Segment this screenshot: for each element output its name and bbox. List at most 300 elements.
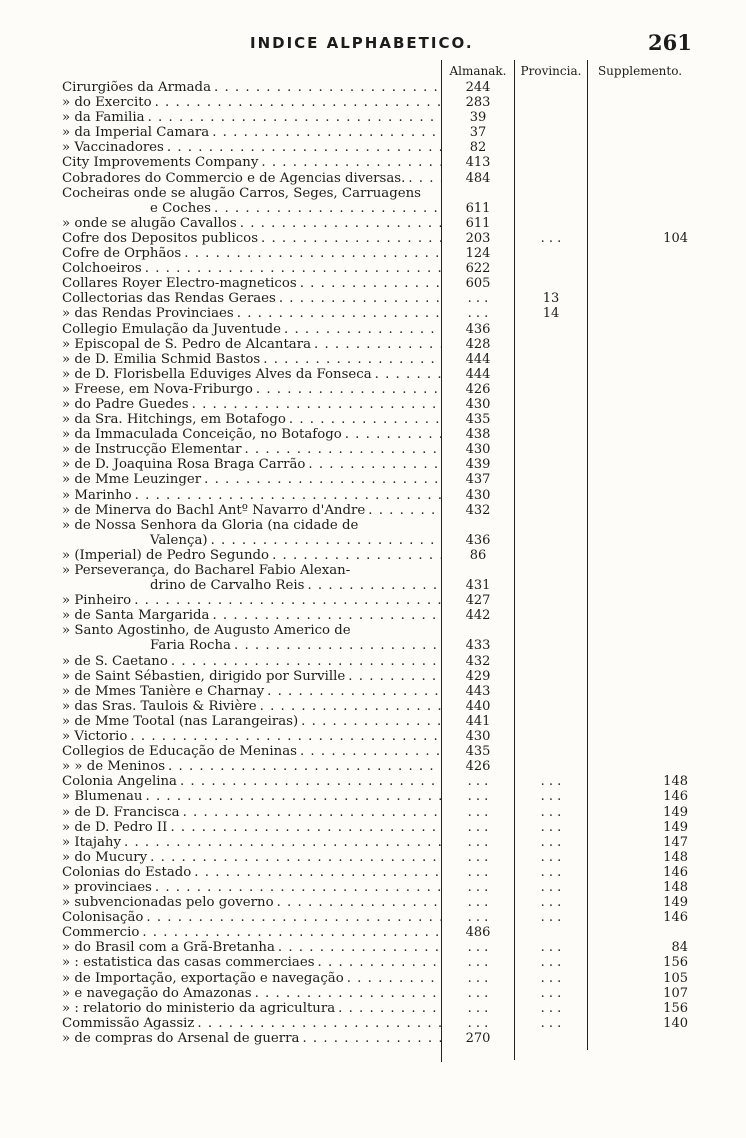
entry-text: » Marinho bbox=[62, 487, 132, 503]
index-row bbox=[0, 654, 746, 669]
index-entry-label bbox=[62, 306, 442, 321]
index-row bbox=[0, 125, 746, 140]
almanak-page: 244 bbox=[465, 80, 491, 95]
index-entry-label bbox=[62, 623, 442, 638]
entry-text: » da Sra. Hitchings, em Botafogo bbox=[62, 412, 286, 428]
provincia-page: . . . bbox=[540, 230, 562, 246]
almanak-page: 283 bbox=[465, 95, 491, 111]
supplemento-page: 148 bbox=[663, 849, 688, 865]
provincia-page: . . . bbox=[540, 910, 562, 926]
supplemento-page bbox=[592, 925, 688, 940]
supplemento-page bbox=[592, 246, 688, 261]
provincia-page: . . . bbox=[540, 789, 562, 805]
index-row bbox=[0, 548, 746, 563]
supplemento-page: 149 bbox=[663, 895, 688, 911]
supplemento-page bbox=[592, 322, 688, 337]
supplemento-page: 104 bbox=[663, 230, 688, 246]
index-row bbox=[0, 201, 746, 216]
page-header bbox=[0, 30, 746, 56]
provincia-page: 13 bbox=[542, 291, 560, 307]
index-row bbox=[0, 412, 746, 427]
index-row bbox=[0, 805, 746, 820]
index-entry-label bbox=[62, 759, 442, 774]
supplemento-page bbox=[592, 95, 688, 110]
index-row bbox=[0, 231, 746, 246]
almanak-page: . . . bbox=[467, 940, 489, 956]
index-row bbox=[0, 593, 746, 608]
index-entry-label bbox=[62, 291, 442, 306]
almanak-page: 622 bbox=[465, 261, 491, 277]
supplemento-page bbox=[592, 367, 688, 382]
index-entry-label bbox=[62, 835, 442, 850]
entry-text: » de Nossa Senhora da Gloria (na cidade de bbox=[62, 517, 359, 533]
almanak-page: 413 bbox=[465, 155, 491, 171]
entry-text: Colchoeiros bbox=[62, 261, 142, 277]
index-entry-label bbox=[62, 593, 442, 608]
supplemento-page bbox=[592, 654, 688, 669]
supplemento-page bbox=[592, 352, 688, 367]
index-row bbox=[0, 457, 746, 472]
supplemento-page bbox=[592, 216, 688, 231]
almanak-page: . . . bbox=[467, 819, 489, 835]
index-entry-label bbox=[62, 1001, 442, 1016]
supplemento-page: 149 bbox=[663, 804, 688, 820]
supplemento-page bbox=[592, 1031, 688, 1046]
index-row bbox=[0, 774, 746, 789]
supplemento-page bbox=[592, 80, 688, 95]
index-row bbox=[0, 986, 746, 1001]
almanak-page: . . . bbox=[467, 306, 489, 322]
supplemento-page bbox=[592, 714, 688, 729]
entry-text: » onde se alugão Cavallos bbox=[62, 215, 237, 231]
entry-text: » de Importação, exportação e navegação bbox=[62, 970, 344, 986]
index-row bbox=[0, 488, 746, 503]
index-row bbox=[0, 322, 746, 337]
index-entry-label bbox=[62, 457, 442, 472]
entry-text: » de D. Pedro II bbox=[62, 819, 168, 835]
almanak-page: 436 bbox=[465, 532, 491, 548]
entry-text: » de Mme Tootal (nas Larangeiras) bbox=[62, 713, 299, 729]
supplemento-page: 149 bbox=[663, 819, 688, 835]
provincia-page: . . . bbox=[540, 879, 562, 895]
almanak-page: 444 bbox=[465, 366, 491, 382]
supplemento-page bbox=[592, 578, 688, 593]
page-title: INDICE ALPHABETICO. bbox=[250, 34, 474, 52]
entry-text: Cocheiras onde se alugão Carros, Seges, Carruagens bbox=[62, 185, 421, 201]
supplemento-page: 148 bbox=[663, 879, 688, 895]
supplemento-page bbox=[592, 638, 688, 653]
index-entry-label bbox=[62, 608, 442, 623]
index-row bbox=[0, 1016, 746, 1031]
almanak-page: . . . bbox=[467, 1000, 489, 1016]
entry-text: Cofre de Orphãos bbox=[62, 246, 182, 262]
index-entry-label bbox=[62, 729, 442, 744]
index-row bbox=[0, 563, 746, 578]
supplemento-page: 107 bbox=[663, 985, 688, 1001]
almanak-page: 432 bbox=[465, 502, 491, 518]
almanak-page: . . . bbox=[467, 849, 489, 865]
almanak-page: 428 bbox=[465, 336, 491, 352]
index-row bbox=[0, 472, 746, 487]
entry-text: » da Imperial Camara bbox=[62, 125, 210, 141]
entry-text: Collares Royer Electro-magneticos bbox=[62, 276, 297, 292]
index-entry-label bbox=[62, 110, 442, 125]
index-entry-label bbox=[62, 216, 442, 231]
index-entry-label bbox=[150, 578, 442, 593]
index-entry-label bbox=[62, 1016, 442, 1031]
entry-text: Faria Rocha bbox=[150, 638, 231, 654]
almanak-page: 443 bbox=[465, 683, 491, 699]
index-row bbox=[0, 246, 746, 261]
entry-text: Collegios de Educação de Meninas bbox=[62, 744, 297, 760]
almanak-page: 439 bbox=[465, 457, 491, 473]
index-row bbox=[0, 623, 746, 638]
supplemento-page bbox=[592, 729, 688, 744]
entry-text: » do Brasil com a Grã-Bretanha bbox=[62, 940, 275, 956]
index-entry-label bbox=[62, 427, 442, 442]
index-entry-label bbox=[62, 563, 442, 578]
index-entry-label bbox=[150, 638, 442, 653]
almanak-page: 433 bbox=[465, 638, 491, 654]
index-entry-label bbox=[62, 337, 442, 352]
index-entry-label bbox=[62, 140, 442, 155]
index-entry-label bbox=[62, 186, 442, 201]
index-entry-label bbox=[62, 684, 442, 699]
supplemento-page bbox=[592, 759, 688, 774]
provincia-page: . . . bbox=[540, 985, 562, 1001]
entry-text: e Coches bbox=[150, 200, 211, 216]
index-row bbox=[0, 684, 746, 699]
index-row bbox=[0, 578, 746, 593]
almanak-page: . . . bbox=[467, 910, 489, 926]
supplemento-page bbox=[592, 669, 688, 684]
supplemento-page bbox=[592, 518, 688, 533]
supplemento-page: 147 bbox=[663, 834, 688, 850]
index-row bbox=[0, 759, 746, 774]
almanak-page: . . . bbox=[467, 789, 489, 805]
supplemento-page bbox=[592, 593, 688, 608]
entry-text: Commissão Agassiz bbox=[62, 1015, 195, 1031]
entry-text: » de S. Caetano bbox=[62, 653, 168, 669]
index-entry-label bbox=[62, 80, 442, 95]
entry-text: » de Minerva do Bachl Antº Navarro d'Andre bbox=[62, 502, 366, 518]
supplemento-page: 105 bbox=[663, 970, 688, 986]
supplemento-page bbox=[592, 306, 688, 321]
almanak-page: 426 bbox=[465, 381, 491, 397]
entry-text: » Blumenau bbox=[62, 789, 143, 805]
entry-text: » da Familia bbox=[62, 110, 145, 126]
supplemento-page: 146 bbox=[663, 789, 688, 805]
index-entry-label bbox=[62, 322, 442, 337]
index-entry-label bbox=[62, 910, 442, 925]
entry-text: » de Instrucção Elementar bbox=[62, 442, 242, 458]
supplemento-page bbox=[592, 337, 688, 352]
index-row bbox=[0, 638, 746, 653]
entry-text: Commercio bbox=[62, 925, 140, 941]
supplemento-page bbox=[592, 382, 688, 397]
almanak-page: 427 bbox=[465, 593, 491, 609]
index-row bbox=[0, 291, 746, 306]
almanak-page: 435 bbox=[465, 744, 491, 760]
entry-text: » subvencionadas pelo governo bbox=[62, 895, 274, 911]
index-entry-label bbox=[62, 488, 442, 503]
index-entry-label bbox=[62, 744, 442, 759]
entry-text: » das Rendas Provinciaes bbox=[62, 306, 234, 322]
index-row bbox=[0, 80, 746, 95]
almanak-page: . . . bbox=[467, 291, 489, 307]
almanak-page: 39 bbox=[469, 110, 487, 126]
almanak-page: 432 bbox=[465, 653, 491, 669]
index-row bbox=[0, 306, 746, 321]
index-row bbox=[0, 533, 746, 548]
almanak-page: . . . bbox=[467, 970, 489, 986]
index-entry-label bbox=[62, 699, 442, 714]
supplemento-page bbox=[592, 457, 688, 472]
provincia-page: . . . bbox=[540, 774, 562, 790]
supplemento-page bbox=[592, 533, 688, 548]
provincia-page: . . . bbox=[540, 864, 562, 880]
almanak-page: . . . bbox=[467, 879, 489, 895]
entry-text: Collegio Emulação da Juventude bbox=[62, 321, 282, 337]
almanak-page: 605 bbox=[465, 276, 491, 292]
index-row bbox=[0, 744, 746, 759]
index-entry-label bbox=[62, 246, 442, 261]
entry-text: » de Saint Sébastien, dirigido por Surville bbox=[62, 668, 346, 684]
supplemento-page bbox=[592, 110, 688, 125]
index-entry-label bbox=[62, 714, 442, 729]
index-row bbox=[0, 1031, 746, 1046]
entry-text: » de D. Francisca bbox=[62, 804, 180, 820]
almanak-page: 438 bbox=[465, 427, 491, 443]
supplemento-page: 140 bbox=[663, 1015, 688, 1031]
almanak-page: 437 bbox=[465, 472, 491, 488]
index-entry-label bbox=[62, 895, 442, 910]
index-entry-label bbox=[62, 276, 442, 291]
index-row bbox=[0, 789, 746, 804]
supplemento-page bbox=[592, 744, 688, 759]
index-entry-label bbox=[62, 925, 442, 940]
supplemento-page bbox=[592, 276, 688, 291]
almanak-page: 86 bbox=[469, 547, 487, 563]
index-row bbox=[0, 352, 746, 367]
index-entry-label bbox=[62, 774, 442, 789]
index-row bbox=[0, 503, 746, 518]
almanak-page: 611 bbox=[465, 200, 491, 216]
entry-text: » provinciaes bbox=[62, 879, 152, 895]
almanak-page: . . . bbox=[467, 955, 489, 971]
supplemento-page bbox=[592, 563, 688, 578]
index-entry-label bbox=[62, 442, 442, 457]
index-row bbox=[0, 397, 746, 412]
entry-text: » de D. Emilia Schmid Bastos bbox=[62, 351, 261, 367]
index-entry-label bbox=[62, 669, 442, 684]
provincia-page: . . . bbox=[540, 819, 562, 835]
index-row bbox=[0, 669, 746, 684]
column-header-almanak: Almanak. bbox=[449, 64, 507, 78]
index-row bbox=[0, 367, 746, 382]
provincia-page: . . . bbox=[540, 970, 562, 986]
entry-text: City Improvements Company bbox=[62, 155, 259, 171]
supplemento-page bbox=[592, 261, 688, 276]
index-row bbox=[0, 608, 746, 623]
supplemento-page bbox=[592, 186, 688, 201]
almanak-page: . . . bbox=[467, 1015, 489, 1031]
index-entry-label bbox=[62, 820, 442, 835]
entry-text: » Perseverança, do Bacharel Fabio Alexan- bbox=[62, 563, 351, 578]
provincia-page: . . . bbox=[540, 955, 562, 971]
entry-text: Cobradores do Commercio e de Agencias diversas. bbox=[62, 170, 406, 186]
index-entry-label bbox=[62, 986, 442, 1001]
index-row bbox=[0, 940, 746, 955]
almanak-page: . . . bbox=[467, 864, 489, 880]
index-row bbox=[0, 442, 746, 457]
entry-text: » de Mmes Tanière e Charnay bbox=[62, 683, 265, 699]
supplemento-page: 146 bbox=[663, 864, 688, 880]
index-entry-label bbox=[62, 865, 442, 880]
entry-text: » : estatistica das casas commerciaes bbox=[62, 955, 315, 971]
almanak-page: 430 bbox=[465, 729, 491, 745]
supplemento-page bbox=[592, 684, 688, 699]
index-entry-label bbox=[62, 789, 442, 804]
almanak-page: 430 bbox=[465, 487, 491, 503]
almanak-page: 203 bbox=[465, 230, 491, 246]
almanak-page: 484 bbox=[465, 170, 491, 186]
index-entry-label bbox=[62, 880, 442, 895]
index-entry-label bbox=[62, 397, 442, 412]
supplemento-page bbox=[592, 699, 688, 714]
index-row bbox=[0, 140, 746, 155]
entry-text: » Itajahy bbox=[62, 834, 122, 850]
entry-text: » de Mme Leuzinger bbox=[62, 472, 202, 488]
entry-text: » de Santa Margarida bbox=[62, 608, 210, 624]
supplemento-page bbox=[592, 201, 688, 216]
almanak-page: . . . bbox=[467, 895, 489, 911]
supplemento-page bbox=[592, 472, 688, 487]
provincia-page: . . . bbox=[540, 940, 562, 956]
entry-text: » Victorio bbox=[62, 729, 128, 745]
entry-text: » » de Meninos bbox=[62, 759, 166, 775]
index-row bbox=[0, 895, 746, 910]
almanak-page: . . . bbox=[467, 774, 489, 790]
supplemento-page: 84 bbox=[671, 940, 688, 956]
index-entry-label bbox=[62, 261, 442, 276]
entry-text: Cofre dos Depositos publicos bbox=[62, 230, 259, 246]
almanak-page: 611 bbox=[465, 215, 491, 231]
almanak-page: 82 bbox=[469, 140, 487, 156]
provincia-page: . . . bbox=[540, 895, 562, 911]
entry-text: Valença) bbox=[150, 532, 208, 548]
index-row bbox=[0, 729, 746, 744]
index-row bbox=[0, 216, 746, 231]
index-entry-label bbox=[62, 95, 442, 110]
index-row bbox=[0, 835, 746, 850]
entry-text: » do Exercito bbox=[62, 95, 152, 111]
entry-text: » de D. Joaquina Rosa Braga Carrão bbox=[62, 457, 306, 473]
index-entry-label bbox=[62, 125, 442, 140]
almanak-page: 430 bbox=[465, 442, 491, 458]
entry-text: » da Immaculada Conceição, no Botafogo bbox=[62, 427, 342, 443]
almanak-page: 430 bbox=[465, 396, 491, 412]
provincia-page: . . . bbox=[540, 849, 562, 865]
entry-text: » de compras do Arsenal de guerra bbox=[62, 1030, 300, 1046]
index-entry-label bbox=[62, 171, 442, 186]
index-entry-label bbox=[62, 548, 442, 563]
index-row bbox=[0, 155, 746, 170]
index-entry-label bbox=[62, 940, 442, 955]
supplemento-page bbox=[592, 140, 688, 155]
index-row bbox=[0, 925, 746, 940]
index-row bbox=[0, 261, 746, 276]
provincia-page: . . . bbox=[540, 804, 562, 820]
supplemento-page bbox=[592, 442, 688, 457]
index-row bbox=[0, 337, 746, 352]
supplemento-page bbox=[592, 623, 688, 638]
index-row bbox=[0, 850, 746, 865]
provincia-page: . . . bbox=[540, 1015, 562, 1031]
entry-text: drino de Carvalho Reis bbox=[150, 578, 305, 594]
index-entry-label bbox=[62, 971, 442, 986]
index-row bbox=[0, 276, 746, 291]
index-row bbox=[0, 910, 746, 925]
provincia-page: . . . bbox=[540, 1000, 562, 1016]
index-entry-label bbox=[62, 352, 442, 367]
supplemento-page: 146 bbox=[663, 910, 688, 926]
index-entry-label bbox=[62, 850, 442, 865]
index-row bbox=[0, 95, 746, 110]
almanak-page: 442 bbox=[465, 608, 491, 624]
index-row bbox=[0, 880, 746, 895]
almanak-page: 441 bbox=[465, 713, 491, 729]
provincia-page: 14 bbox=[542, 306, 560, 322]
entry-text: » Vaccinadores bbox=[62, 140, 164, 156]
almanak-page: 429 bbox=[465, 668, 491, 684]
almanak-page: 270 bbox=[465, 1030, 491, 1046]
index-entry-label bbox=[62, 382, 442, 397]
supplemento-page bbox=[592, 171, 688, 186]
supplemento-page bbox=[592, 608, 688, 623]
index-entry-label bbox=[62, 1031, 442, 1046]
entry-text: Colonisação bbox=[62, 910, 144, 926]
supplemento-page bbox=[592, 548, 688, 563]
almanak-page: 426 bbox=[465, 759, 491, 775]
supplemento-page bbox=[592, 427, 688, 442]
supplemento-page bbox=[592, 412, 688, 427]
supplemento-page bbox=[592, 488, 688, 503]
index-row bbox=[0, 427, 746, 442]
entry-text: » Episcopal de S. Pedro de Alcantara bbox=[62, 336, 311, 352]
almanak-page: 440 bbox=[465, 698, 491, 714]
column-header-supplemento: Supplemento. bbox=[597, 64, 683, 78]
entry-text: » das Sras. Taulois & Rivière bbox=[62, 698, 257, 714]
supplemento-page bbox=[592, 155, 688, 170]
column-header-provincia: Provincia. bbox=[520, 64, 582, 78]
supplemento-page bbox=[592, 291, 688, 306]
index-row bbox=[0, 699, 746, 714]
entry-text: Colonias do Estado bbox=[62, 864, 192, 880]
almanak-page: 486 bbox=[465, 925, 491, 941]
index-row bbox=[0, 971, 746, 986]
index-entry-label bbox=[150, 533, 442, 548]
index-entry-label bbox=[62, 654, 442, 669]
entry-text: » de D. Florisbella Eduviges Alves da Fonseca bbox=[62, 366, 372, 382]
almanak-page: . . . bbox=[467, 985, 489, 1001]
almanak-page: 124 bbox=[465, 246, 491, 262]
index-row bbox=[0, 382, 746, 397]
entry-text: Cirurgiões da Armada bbox=[62, 80, 211, 95]
supplemento-page bbox=[592, 125, 688, 140]
almanak-page: 436 bbox=[465, 321, 491, 337]
provincia-page: . . . bbox=[540, 834, 562, 850]
